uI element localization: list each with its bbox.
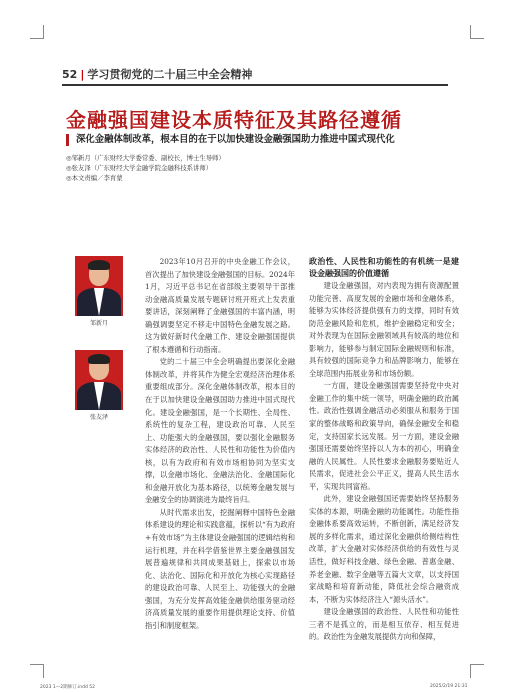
section-heading: 政治性、人民性和功能性的有机统一是建设金融强国的价值遵循 (309, 257, 459, 278)
paragraph: 党的二十届三中全会明确提出要深化金融体制改革，并将其作为健全宏观经济治理体系重要组成部分。深化金融体制改革，根本目的在于以加快建设金融强国助力推进中国式现代化。建设金融强国，是一个长期性、全局性、系统性的复杂工程，建设政治可靠、人民至上、功能强大的金融强国，要以强化金融服务实体经济的政治性、人民性和功能性为价值内核，以有为政府和有效市场相协同为坚实支撑，以金融市场化、金融法治化、金融国际化和金融开放化为基本路径，以统筹金融发展与金融安全的协调演进为最终旨归。 (145, 357, 295, 505)
paragraph: 建设金融强国的政治性、人民性和功能性三者不是孤立的，而是相互依存、相互促进的。政治性为金融发展提供方向和保障， (309, 607, 459, 642)
crop-mark-bottom-left (30, 664, 44, 678)
header-rule (62, 84, 448, 86)
author-photo (75, 256, 123, 316)
body-column-left (145, 256, 295, 632)
print-slug-left: 2023 1—2期修订.indd 52 (40, 685, 96, 690)
paragraph: 2023年10月召开的中央金融工作会议，首次提出了加快建设金融强国的目标。2024年1月，习近平总书记在省部级主要领导干部推动金融高质量发展专题研讨班开班式上发表重要讲话，深刻阐释了金融强国的丰富内涵，明确强调要坚定不移走中国特色金融发展之路。这为做好新时代金融工作、建设金融强国提供了根本遵循和行动指南。 (145, 257, 295, 354)
header-separator: | (80, 68, 85, 81)
editor-line: ◎本文责编／李育蒙 (66, 174, 123, 182)
photo-caption: 张友泽 (89, 414, 108, 421)
crop-mark-top-left (30, 25, 44, 39)
paragraph: 一方面，建设金融强国需要坚持党中央对金融工作的集中统一领导，明确金融的政治属性。政治性强调金融活动必须服从和服务于国家的整体战略和政策导向，确保金融安全和稳定，支持国家长远发展。另一方面，建设金融强国还需要始终坚持以人为本的初心，明确金融的人民属性。人民性要求金融服务要贴近人民需求，促进社会公平正义，提高人民生活水平，实现共同富裕。 (309, 381, 459, 491)
paragraph: 此外，建设金融强国还需要始终坚持服务实体的本源，明确金融的功能属性。功能性指金融体系要高效运转，不断创新，满足经济发展的多样化需求，通过深化金融供给侧结构性改革，扩大金融对实体经济供给的有效性与灵活性，做好科技金融、绿色金融、普惠金融、养老金融、数字金融等五篇大文章，以支持国家战略和培育新动能，降低社会综合融资成本，不断为实体经济注入“源头活水”。 (309, 494, 459, 604)
running-header (62, 66, 252, 82)
section-name: 学习贯彻党的二十届三中全会精神 (87, 68, 253, 81)
article-subtitle: 深化金融体制改革，根本目的在于以加快建设金融强国助力推进中国式现代化 (66, 134, 395, 146)
body-column-right (309, 256, 459, 644)
photo-caption: 邹新月 (89, 320, 108, 327)
crop-mark-bottom-right (470, 664, 484, 678)
author-line: ◎张友泽（广东财经大学金融学院金融科技系讲师） (66, 164, 213, 172)
paragraph: 建设金融强国，对内表现为拥有资源配置功能完善、高度发展的金融市场和金融体系，能够为实体经济提供强有力的支撑，同时有效防范金融风险和危机，维护金融稳定和安全；对外表现为在国际金融领域具有较高的地位和影响力，能够参与制定国际金融规则和标准，具有较强的国际竞争力和品牌影响力，能够在全球范围内拓展业务和市场份额。 (309, 281, 459, 378)
crop-mark-top-right (470, 25, 484, 39)
author-info (66, 153, 225, 183)
print-slug-right: 2025/2/19 21:31 (430, 684, 468, 689)
author-photo (75, 350, 123, 410)
page-number: 52 (62, 68, 78, 81)
article-title: 金融强国建设本质特征及其路径遵循 (66, 108, 402, 132)
author-line: ◎邹新月（广东财经大学委常委、副校长，博士生导师） (66, 154, 225, 162)
paragraph: 从时代需求出发，挖掘阐释中国特色金融体系建设的理论和实践意蕴，探析以“有为政府+有效市场”为主体建设金融强国的逻辑结构和运行机理，并在科学借鉴世界主要金融强国发展普遍规律和共同成果基础上，探索以市场化、法治化、国际化和开放化为核心实现路径的建设政治可靠、人民至上、功能强大的金融强国，为充分发挥高效能金融供给服务驱动经济高质量发展的重要作用提供理论支持、价值指引和制度框架。 (145, 507, 295, 630)
